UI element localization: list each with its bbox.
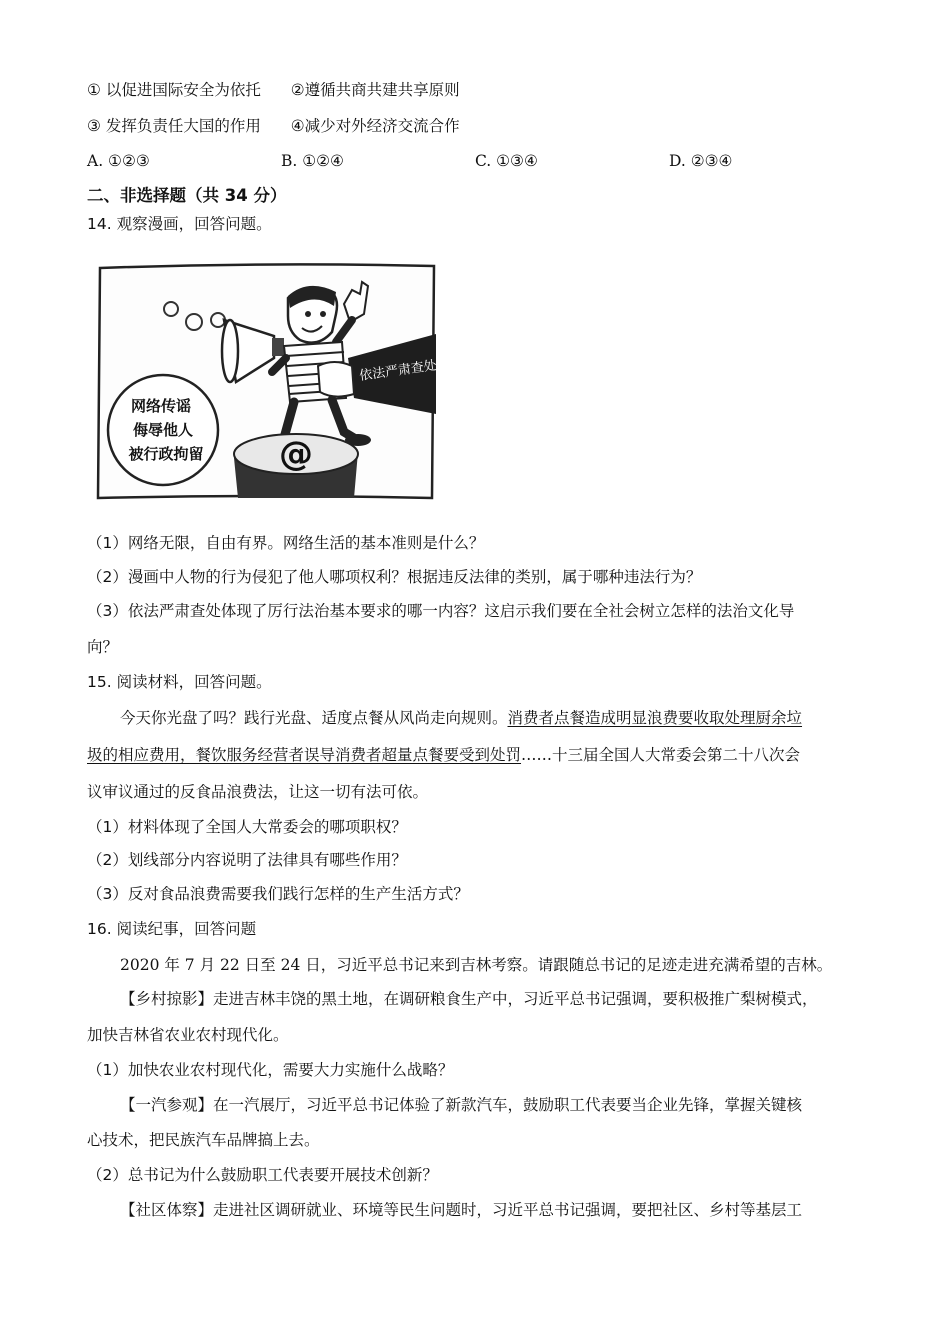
q15-underlined-text: 消费者点餐造成明显浪费要收取处理厨余垃 xyxy=(507,709,803,727)
q13-statements-row-2 xyxy=(87,116,460,136)
q13-statement-2: ②遵循共商共建共享原则 xyxy=(290,81,460,99)
q13-option-c: C. ①③④ xyxy=(475,152,538,170)
section-heading: 二、非选择题（共 34 分） xyxy=(87,186,287,205)
q15-underlined-text-cont: 圾的相应费用，餐饮服务经营者误导消费者超量点餐要受到处罚 xyxy=(87,746,522,764)
q15-material-text: 今天你光盘了吗？践行光盘、适度点餐从风尚走向规则。 xyxy=(120,709,508,727)
q13-statements-row-1 xyxy=(87,80,460,100)
comic-bubble-line-1: 网络传谣 xyxy=(130,397,192,415)
q14-sub-3: （3）依法严肃查处体现了厉行法治基本要求的哪一内容？这启示我们要在全社会树立怎样的法治文化导 xyxy=(87,602,795,620)
svg-text:@: @ xyxy=(279,434,313,474)
q15-material-line-2 xyxy=(87,745,800,765)
q15-sub-1: （1）材料体现了全国人大常委会的哪项职权？ xyxy=(87,818,407,836)
comic-bubble-line-3: 被行政拘留 xyxy=(128,445,204,463)
comic-sleeve-text: 依法严肃查处 xyxy=(358,358,438,384)
q13-statement-4: ④减少对外经济交流合作 xyxy=(290,117,460,135)
q14-sub-1: （1）网络无限，自由有界。网络生活的基本准则是什么？ xyxy=(87,534,485,552)
q16-sub-2: （2）总书记为什么鼓励职工代表要开展技术创新？ xyxy=(87,1166,438,1184)
q13-option-a: A. ①②③ xyxy=(87,152,150,170)
q14-sub-3-cont: 向？ xyxy=(87,638,119,656)
q14-sub-2: （2）漫画中人物的行为侵犯了他人哪项权利？根据违反法律的类别，属于哪种违法行为？ xyxy=(87,568,702,586)
q16-intro: 2020 年 7 月 22 日至 24 日，习近平总书记来到吉林考察。请跟随总书记的足迹走进充满希望的吉林。 xyxy=(120,956,833,974)
q16-rural-para-cont: 加快吉林省农业农村现代化。 xyxy=(87,1026,289,1044)
q16-rural-para: 【乡村掠影】走进吉林丰饶的黑土地，在调研粮食生产中，习近平总书记强调，要积极推广梨树模式， xyxy=(120,990,818,1008)
q13-statement-3: ③ 发挥负责任大国的作用 xyxy=(87,117,261,135)
q16-sub-1: （1）加快农业农村现代化，需要大力实施什么战略？ xyxy=(87,1061,454,1079)
q16-community-para: 【社区体察】走进社区调研就业、环境等民生问题时，习近平总书记强调，要把社区、乡村等基层工 xyxy=(120,1201,803,1219)
q13-option-b: B. ①②④ xyxy=(281,152,344,170)
q15-stem: 15. 阅读材料，回答问题。 xyxy=(87,673,272,691)
q15-sub-3: （3）反对食品浪费需要我们践行怎样的生产生活方式？ xyxy=(87,885,469,903)
q14-comic-image xyxy=(96,262,438,500)
comic-bubble-line-2: 侮辱他人 xyxy=(132,421,194,439)
q15-sub-2: （2）划线部分内容说明了法律具有哪些作用？ xyxy=(87,851,407,869)
q13-statement-1: ① 以促进国际安全为依托 xyxy=(87,81,261,99)
q15-material-text-cont: ……十三届全国人大常委会第二十八次会 xyxy=(521,746,801,764)
q15-material-line-3: 议审议通过的反食品浪费法，让这一切有法可依。 xyxy=(87,783,429,801)
q15-material-line-1 xyxy=(120,708,802,728)
q16-faw-para: 【一汽参观】在一汽展厅，习近平总书记体验了新款汽车，鼓励职工代表要当企业先锋，掌握关键核 xyxy=(120,1096,803,1114)
q14-stem: 14. 观察漫画，回答问题。 xyxy=(87,215,272,233)
q16-stem: 16. 阅读纪事，回答问题 xyxy=(87,920,257,938)
q16-faw-para-cont: 心技术，把民族汽车品牌搞上去。 xyxy=(87,1131,320,1149)
q13-option-d: D. ②③④ xyxy=(669,152,733,170)
